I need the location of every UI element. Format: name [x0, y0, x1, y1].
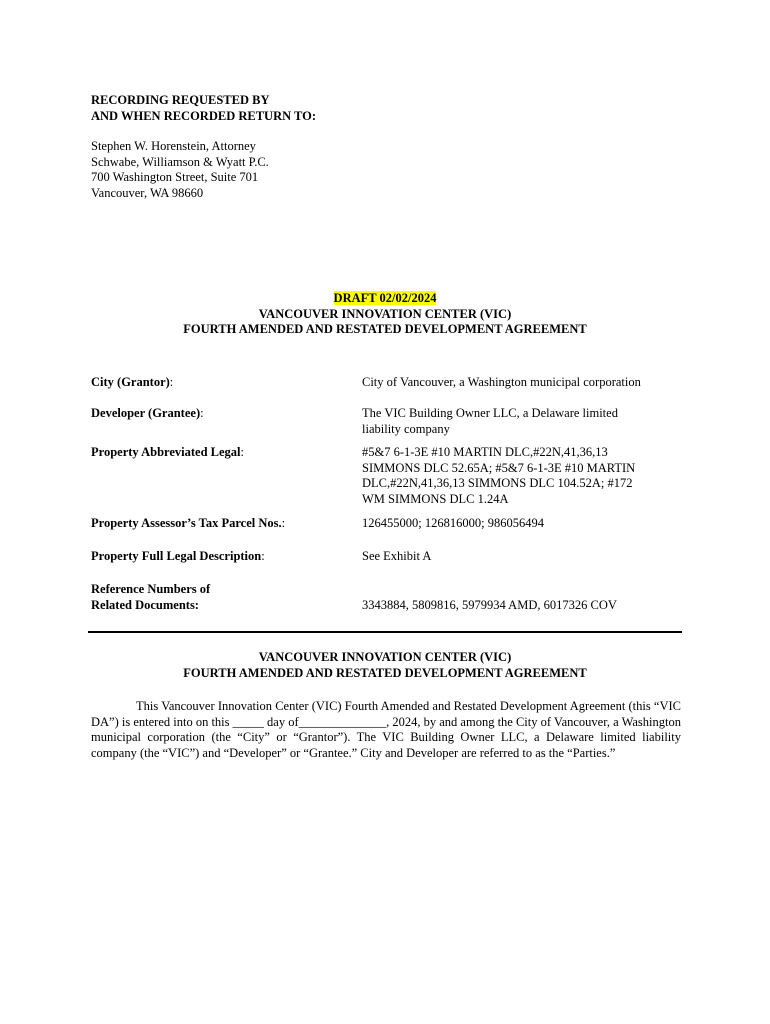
law-firm: Schwabe, Williamson & Wyatt P.C.: [91, 154, 269, 169]
full-legal-value: See Exhibit A: [362, 549, 432, 563]
attorney-name: Stephen W. Horenstein, Attorney: [91, 139, 256, 153]
title-line-2: FOURTH AMENDED AND RESTATED DEVELOPMENT AGREEMENT: [183, 322, 587, 336]
tax-parcel-value: 126455000; 126816000; 986056494: [362, 516, 544, 530]
title-line-1: VANCOUVER INNOVATION CENTER (VIC): [258, 306, 512, 321]
recording-line-1: RECORDING REQUESTED BY: [91, 93, 270, 107]
body-title-line-1: VANCOUVER INNOVATION CENTER (VIC): [258, 650, 512, 664]
recording-header: [91, 93, 316, 124]
city-state-zip: Vancouver, WA 98660: [91, 185, 204, 200]
full-legal-label: Property Full Legal Description: [91, 549, 262, 563]
horizontal-divider: [88, 631, 682, 633]
street-address: 700 Washington Street, Suite 701: [91, 170, 259, 184]
reference-label: Reference Numbers of Related Documents:: [91, 582, 211, 612]
document-title-block: [0, 291, 770, 338]
return-address: [91, 139, 269, 201]
abbreviated-legal-label: Property Abbreviated Legal: [91, 445, 241, 459]
body-title-block: [0, 650, 770, 681]
recording-line-2: AND WHEN RECORDED RETURN TO:: [91, 108, 317, 123]
document-page: RECORDING REQUESTED BY AND WHEN RECORDED RETURN TO: Stephen W. Horenstein, Attorney Schwabe, Williamson & Wyatt P.C. 700 Washington Street, Suite 701 Vancouver, WA 98660 DRAFT 02/02/2024 VANCOUVER INNOVATION CENTER (VIC) FOURTH AMENDED AND RESTATED DEVELOPMENT AGREEMENT City (Grantor): City of Vancouver, a Washington municipal corporation Developer (Grantee): The VIC Building Owner LLC, a Delaware limited liability company Property Abbreviated Legal: #5&7 6-1-3E #10 MARTIN DLC,#22N,41,36,13 SIMMONS DLC 52.65A; #5&7 6-1-3E #10 MARTIN DLC,#22N,41,36,13 SIMMONS DLC 104.52A; #172 WM SIMMONS DLC 1.24A Property Assessor’s Tax Parcel Nos.: 126455000; 126816000; 986056494 Property Full Legal Description: See Exhibit A Reference Numbers of Related Documents: 3343884, 5809816, 5979934 AMD, 6017326 COV VANCOUVER INNOVATION CENTER (VIC) FOURTH AMENDED AND RESTATED DEVELOPMENT AGREEMENT This Vancouver Innovation Center (VIC) Fourth Amended and Restated Development Agreement (this “VIC DA”) is entered into on this _____ day of______________, 2024, by and among the City of Vancouver, a Washington municipal corporation (the “City” or “Grantor”). The VIC Building Owner LLC, a Delaware limited liability company (the “VIC”) and “Developer” or “Grantee.” City and Developer are referred to as the “Parties.”: [0, 0, 770, 1024]
reference-value: 3343884, 5809816, 5979934 AMD, 6017326 COV: [362, 597, 617, 612]
intro-paragraph: This Vancouver Innovation Center (VIC) Fourth Amended and Restated Development Agreement (this “VIC DA”) is entered into on this _____ day of______________, 2024, by and among the City of Vancouver, a Washington municipal corporation (the “City” or “Grantor”). The VIC Building Owner LLC, a Delaware limited liability company (the “VIC”) and “Developer” or “Grantee.” City and Developer are referred to as the “Parties.”: [91, 699, 681, 760]
grantor-value: City of Vancouver, a Washington municipal corporation: [362, 375, 641, 389]
body-title-line-2: FOURTH AMENDED AND RESTATED DEVELOPMENT AGREEMENT: [183, 665, 587, 680]
draft-stamp: DRAFT 02/02/2024: [333, 291, 437, 305]
abbreviated-legal-value: #5&7 6-1-3E #10 MARTIN DLC,#22N,41,36,13 SIMMONS DLC 52.65A; #5&7 6-1-3E #10 MARTIN DLC,#22N,41,36,13 SIMMONS DLC 104.52A; #172 WM SIMMONS DLC 1.24A: [362, 445, 636, 506]
tax-parcel-label: Property Assessor’s Tax Parcel Nos.: [91, 516, 282, 530]
grantor-label: City (Grantor): [91, 375, 170, 389]
developer-label: Developer (Grantee): [91, 406, 201, 420]
developer-value: The VIC Building Owner LLC, a Delaware limited liability company: [362, 406, 618, 436]
